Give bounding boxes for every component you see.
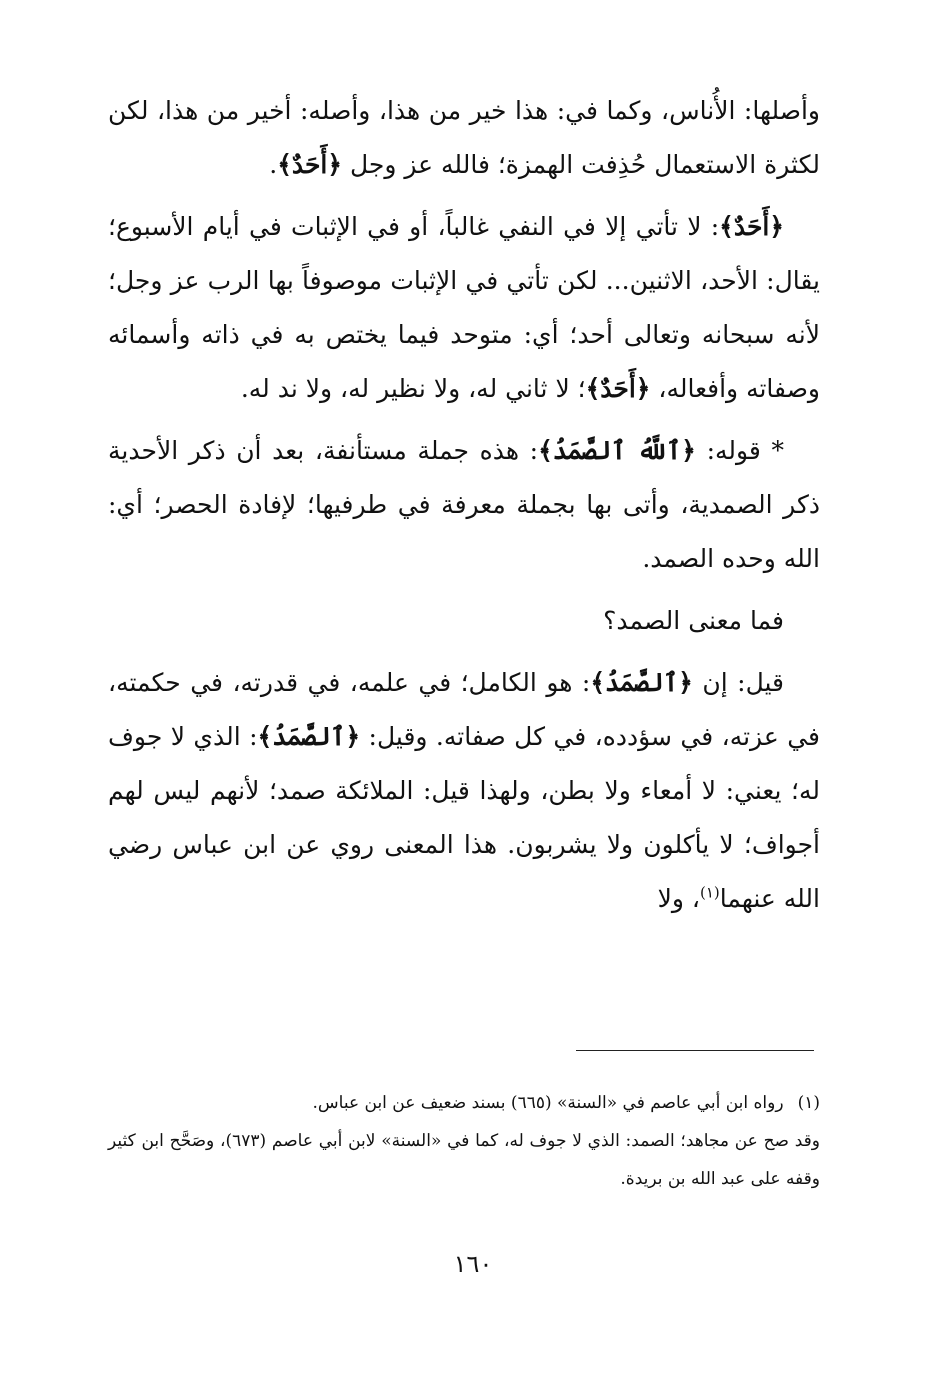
paragraph-4-question xyxy=(108,594,820,648)
quran-allahu-assamad: ﴿ٱللَّهُ ٱلصَّمَدُ﴾ xyxy=(538,436,696,465)
footnote-divider xyxy=(576,1050,814,1051)
paragraph-3-text: : هذه جملة مستأنفة، بعد أن ذكر الأحدية ذكر الصمدية، وأتى بها بجملة معرفة في طرفيها؛ لإفادة الحصر؛ أي: الله وحده الصمد. xyxy=(108,436,820,573)
paragraph-1-end: . xyxy=(269,150,278,179)
paragraph-3 xyxy=(108,424,820,586)
paragraph-1 xyxy=(108,84,820,192)
footnote-line-2 xyxy=(108,1122,820,1198)
footnote-text-1: رواه ابن أبي عاصم في «السنة» (٦٦٥) بسند ضعيف عن ابن عباس. xyxy=(312,1093,784,1113)
main-text xyxy=(108,84,820,934)
quran-assamad: ﴿ٱلصَّمَدُ﴾ xyxy=(257,722,361,751)
footnote-reference: (١) xyxy=(699,883,720,902)
footnote-number: (١) xyxy=(797,1093,820,1113)
quran-ahad: ﴿أَحَدٌ﴾ xyxy=(585,374,651,403)
paragraph-5-text-4: ، ولا xyxy=(657,884,700,913)
page-number: ١٦٠ xyxy=(453,1250,493,1278)
paragraph-2 xyxy=(108,200,820,416)
quran-ahad: ﴿أَحَدٌ﴾ xyxy=(719,212,784,241)
paragraph-2-text-2: ؛ لا ثاني له، ولا نظير له، ولا ند له. xyxy=(240,374,586,403)
quran-assamad: ﴿ٱلصَّمَدُ﴾ xyxy=(590,668,693,697)
paragraph-3-lead: * قوله: xyxy=(706,436,784,465)
paragraph-1-text: وأصلها: الأُناس، وكما في: هذا خير من هذا، وأصله: أخير من هذا، لكن لكثرة الاستعمال حُذِفت الهمزة؛ فالله عز وجل xyxy=(108,96,820,179)
paragraph-4-text: فما معنى الصمد؟ xyxy=(603,606,784,635)
footnotes xyxy=(108,1084,820,1198)
quran-ahad: ﴿أَحَدٌ﴾ xyxy=(277,150,343,179)
footnote-text-2: وقد صح عن مجاهد؛ الصمد: الذي لا جوف له، كما في «السنة» لابن أبي عاصم (٦٧٣)، وصَحَّح ابن كثير وقفه على عبد الله بن بريدة. xyxy=(108,1131,820,1189)
paragraph-2-text-1: : لا تأتي إلا في النفي غالباً، أو في الإثبات في أيام الأسبوع؛ يقال: الأحد، الاثنين... لكن تأتي في الإثبات موصوفاً بها الرب عز وجل؛ لأنه سبحانه وتعالى أحد؛ أي: متوحد فيما يختص به في ذاته وأسمائه وصفاته وأفعاله، xyxy=(108,212,820,403)
paragraph-5-text-2: : هو الكامل؛ في علمه، في قدرته، في حكمته، في عزته، في سؤدده، في كل صفاته. وقيل: xyxy=(108,668,820,751)
paragraph-5-text-3: : الذي لا جوف له؛ يعني: لا أمعاء ولا بطن، ولهذا قيل: الملائكة صمد؛ لأنهم ليس لهم أجواف؛ لا يأكلون ولا يشربون. هذا المعنى روي عن ابن عباس رضي الله عنهما xyxy=(108,722,820,913)
paragraph-5-text-1: قيل: إن xyxy=(702,668,785,697)
footnote-line-1 xyxy=(108,1084,820,1122)
paragraph-5 xyxy=(108,656,820,926)
